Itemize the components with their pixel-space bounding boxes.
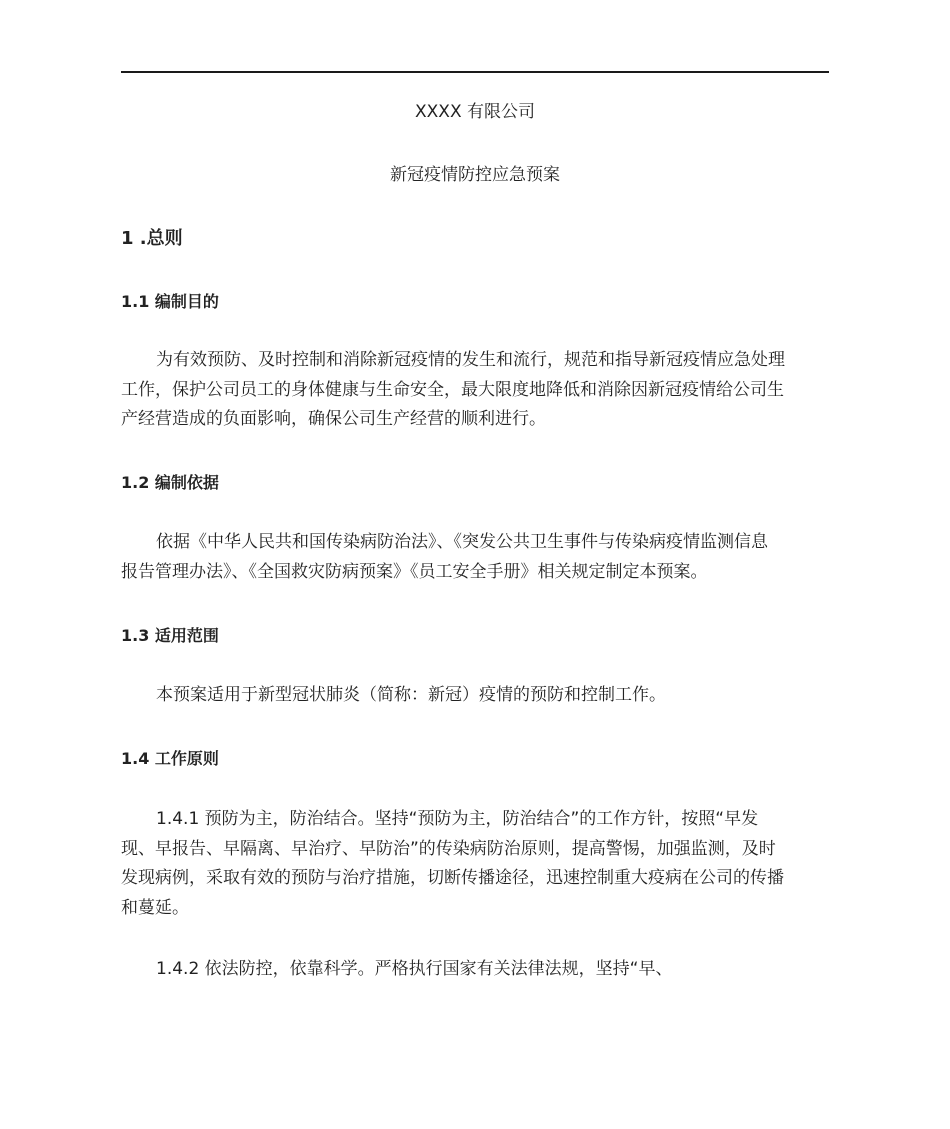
- paragraph-line: 产经营造成的负面影响，确保公司生产经营的顺利进行。: [121, 409, 546, 429]
- paragraph-purpose: [121, 346, 829, 435]
- section-heading-principles: 1.4 工作原则: [121, 749, 219, 768]
- document-title: 新冠疫情防控应急预案: [390, 165, 560, 185]
- paragraph-principle-1: [121, 805, 829, 923]
- section-heading-basis: 1.2 编制依据: [121, 473, 219, 492]
- section-heading-general: 1 .总则: [121, 228, 183, 249]
- paragraph-line: 发现病例，采取有效的预防与治疗措施，切断传播途径，迅速控制重大疫病在公司的传播: [121, 868, 784, 888]
- paragraph-principle-2: [121, 955, 829, 985]
- paragraph-line: 本预案适用于新型冠状肺炎（简称：新冠）疫情的预防和控制工作。: [156, 685, 666, 705]
- paragraph-basis: [121, 528, 829, 587]
- paragraph-line: 现、早报告、早隔离、早治疗、早防治”的传染病防治原则，提高警惕，加强监测，及时: [121, 838, 776, 859]
- paragraph-line: 依据《中华人民共和国传染病防治法》、《突发公共卫生事件与传染病疫情监测信息: [156, 532, 768, 552]
- paragraph-line: 报告管理办法》、《全国救灾防病预案》《员工安全手册》相关规定制定本预案。: [121, 561, 708, 582]
- paragraph-line: 工作，保护公司员工的身体健康与生命安全，最大限度地降低和消除因新冠疫情给公司生: [121, 379, 784, 400]
- company-name: XXXX 有限公司: [415, 102, 535, 122]
- paragraph-line: 1.4.2 依法防控，依靠科学。严格执行国家有关法律法规，坚持“早、: [156, 959, 673, 979]
- paragraph-line: 为有效预防、及时控制和消除新冠疫情的发生和流行，规范和指导新冠疫情应急处理: [156, 350, 785, 370]
- section-heading-scope: 1.3 适用范围: [121, 626, 219, 645]
- section-heading-purpose: 1.1 编制目的: [121, 292, 219, 311]
- paragraph-line: 和蔓延。: [121, 897, 189, 918]
- paragraph-line: 1.4.1 预防为主，防治结合。坚持“预防为主，防治结合”的工作方针，按照“早发: [156, 809, 759, 829]
- header-rule: [121, 71, 829, 73]
- paragraph-scope: [121, 681, 829, 711]
